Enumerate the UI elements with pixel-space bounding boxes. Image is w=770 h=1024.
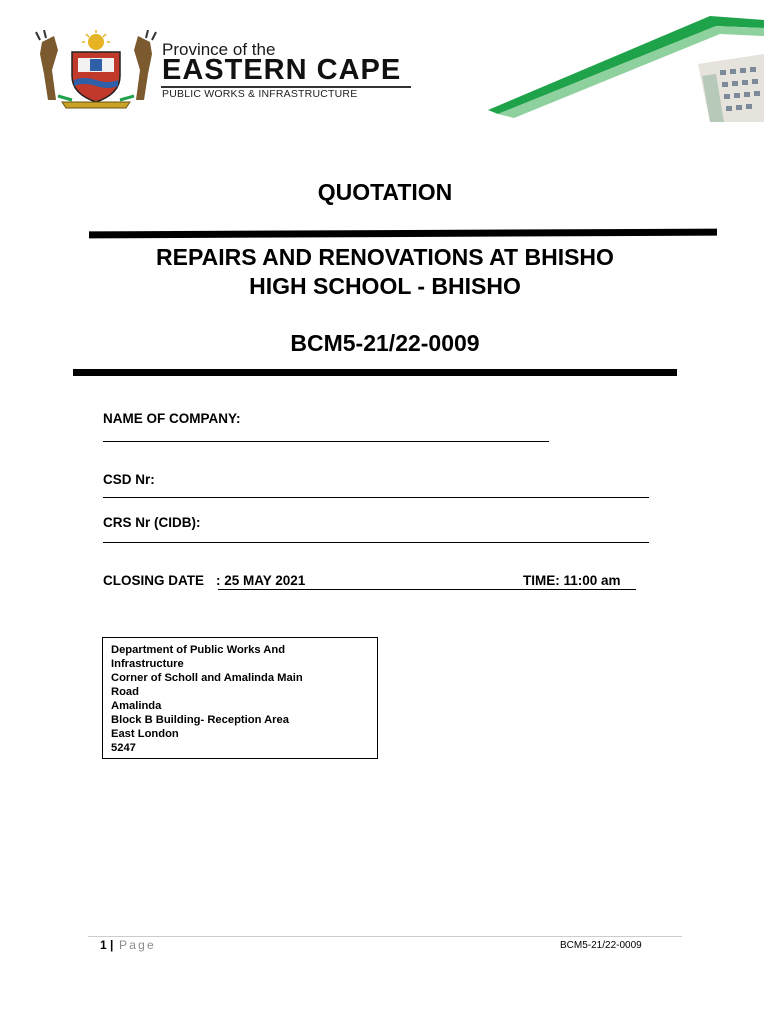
logo-line-department: PUBLIC WORKS & INFRASTRUCTURE — [162, 88, 358, 100]
csd-number-label: CSD Nr: — [103, 472, 155, 487]
address-line: 5247 — [111, 742, 136, 754]
footer-reference: BCM5-21/22-0009 — [560, 940, 642, 951]
coat-of-arms-icon — [32, 30, 160, 110]
heading-rule-bottom — [73, 369, 677, 376]
company-name-label: NAME OF COMPANY: — [103, 411, 241, 426]
address-line: East London — [111, 728, 179, 740]
page-number — [100, 938, 113, 952]
csd-number-blank[interactable] — [103, 497, 649, 498]
document-type-heading: QUOTATION — [317, 179, 453, 205]
reference-number: BCM5-21/22-0009 — [290, 330, 480, 356]
address-line: Amalinda — [111, 700, 162, 712]
heading-rule-top — [89, 229, 717, 239]
address-line: Infrastructure — [111, 658, 184, 670]
logo-line-province: Province of the — [162, 40, 276, 59]
project-title-line1: REPAIRS AND RENOVATIONS AT BHISHO — [156, 244, 614, 270]
address-line: Department of Public Works And — [111, 644, 286, 656]
closing-date-underline — [218, 589, 636, 590]
project-title-line2: HIGH SCHOOL - BHISHO — [249, 273, 521, 299]
address-line: Corner of Scholl and Amalinda Main — [111, 672, 303, 684]
closing-time-value: TIME: 11:00 am — [523, 573, 621, 588]
delivery-address-box — [102, 637, 378, 759]
company-name-blank[interactable] — [103, 441, 549, 442]
footer-divider — [88, 936, 682, 937]
page-word: Page — [119, 938, 156, 952]
logo-line-eastern-cape: EASTERN CAPE — [162, 54, 402, 86]
crs-number-blank[interactable] — [103, 542, 649, 543]
roof-banner-graphic — [488, 14, 764, 124]
closing-date-label: CLOSING DATE — [103, 573, 204, 588]
crs-number-label: CRS Nr (CIDB): — [103, 515, 201, 530]
address-line: Road — [111, 686, 139, 698]
closing-date-value: : 25 MAY 2021 — [216, 573, 306, 588]
page-separator: | — [106, 938, 114, 952]
page-number-value: 1 — [100, 938, 107, 952]
address-line: Block B Building- Reception Area — [111, 714, 289, 726]
